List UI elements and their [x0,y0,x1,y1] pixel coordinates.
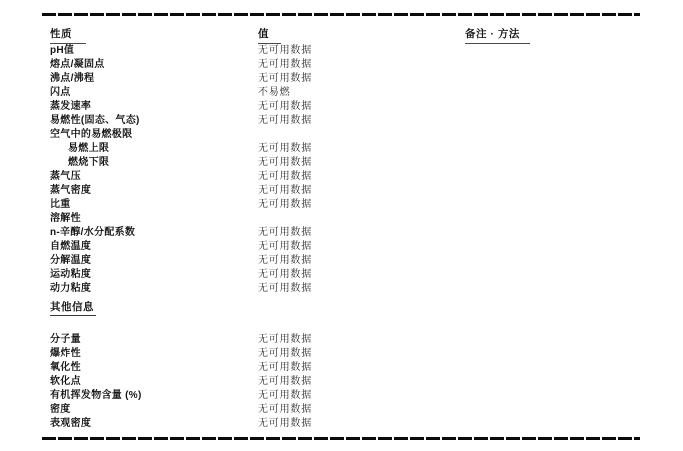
property-label: 分子量 [50,334,81,345]
table-row [0,330,683,344]
property-label: 熔点/凝固点 [50,59,105,70]
other-info-table [0,330,683,428]
property-label: 爆炸性 [50,348,81,359]
property-value: 无可用数据 [258,269,312,280]
property-label: pH值 [50,45,75,56]
table-row [0,400,683,414]
table-row [0,372,683,386]
table-row [0,237,683,251]
table-row [0,386,683,400]
property-value: 无可用数据 [258,283,312,294]
property-value: 无可用数据 [258,199,312,210]
property-value: 无可用数据 [258,334,312,345]
property-label: 分解温度 [50,255,92,266]
property-label: 闪点 [50,87,71,98]
property-label: 空气中的易燃极限 [50,129,133,140]
property-label: 运动粘度 [50,269,92,280]
property-label: 比重 [50,199,71,210]
property-label: 沸点/沸程 [50,73,95,84]
column-header-remark-method: 备注 · 方法 [465,26,530,44]
property-value: 无可用数据 [258,362,312,373]
property-label: 表观密度 [50,418,92,429]
table-row [0,209,683,223]
property-value: 无可用数据 [258,418,312,429]
property-value: 无可用数据 [258,45,312,56]
property-value: 无可用数据 [258,101,312,112]
table-row [0,41,683,55]
table-header-row [0,26,683,41]
table-row [0,223,683,237]
property-label: 易燃性(固态、气态) [50,115,140,126]
property-label: 蒸发速率 [50,101,92,112]
bottom-divider [42,437,640,440]
property-label: 密度 [50,404,71,415]
property-label: 蒸气密度 [50,185,92,196]
property-value: 无可用数据 [258,227,312,238]
other-info-section-title: 其他信息 [50,299,96,316]
property-label: 溶解性 [50,213,81,224]
table-row [0,111,683,125]
property-value: 无可用数据 [258,404,312,415]
table-row [0,55,683,69]
property-label: 燃烧下限 [68,157,110,168]
top-divider [42,13,640,16]
table-row [0,344,683,358]
table-row [0,251,683,265]
property-value: 无可用数据 [258,143,312,154]
property-value: 无可用数据 [258,171,312,182]
property-value: 无可用数据 [258,115,312,126]
table-row [0,167,683,181]
table-row [0,139,683,153]
property-label: 有机挥发物含量 (%) [50,390,142,401]
property-label: n-辛醇/水分配系数 [50,227,136,238]
column-header-value: 值 [258,26,281,44]
property-label: 自燃温度 [50,241,92,252]
property-value: 无可用数据 [258,241,312,252]
properties-table [0,41,683,293]
property-label: 易燃上限 [68,143,110,154]
column-header-property: 性质 [50,26,86,44]
property-value: 无可用数据 [258,390,312,401]
table-row [0,181,683,195]
property-value: 无可用数据 [258,255,312,266]
property-value: 无可用数据 [258,185,312,196]
table-row [0,69,683,83]
property-label: 动力粘度 [50,283,92,294]
property-value: 无可用数据 [258,376,312,387]
property-value: 无可用数据 [258,348,312,359]
table-row [0,83,683,97]
property-label: 软化点 [50,376,81,387]
property-value: 无可用数据 [258,59,312,70]
table-row [0,153,683,167]
table-row [0,125,683,139]
property-label: 蒸气压 [50,171,81,182]
table-row [0,97,683,111]
property-value: 无可用数据 [258,73,312,84]
property-value: 不易燃 [258,87,291,98]
property-label: 氧化性 [50,362,81,373]
table-row [0,414,683,428]
table-row [0,358,683,372]
property-value: 无可用数据 [258,157,312,168]
table-row [0,279,683,293]
table-row [0,265,683,279]
table-row [0,195,683,209]
